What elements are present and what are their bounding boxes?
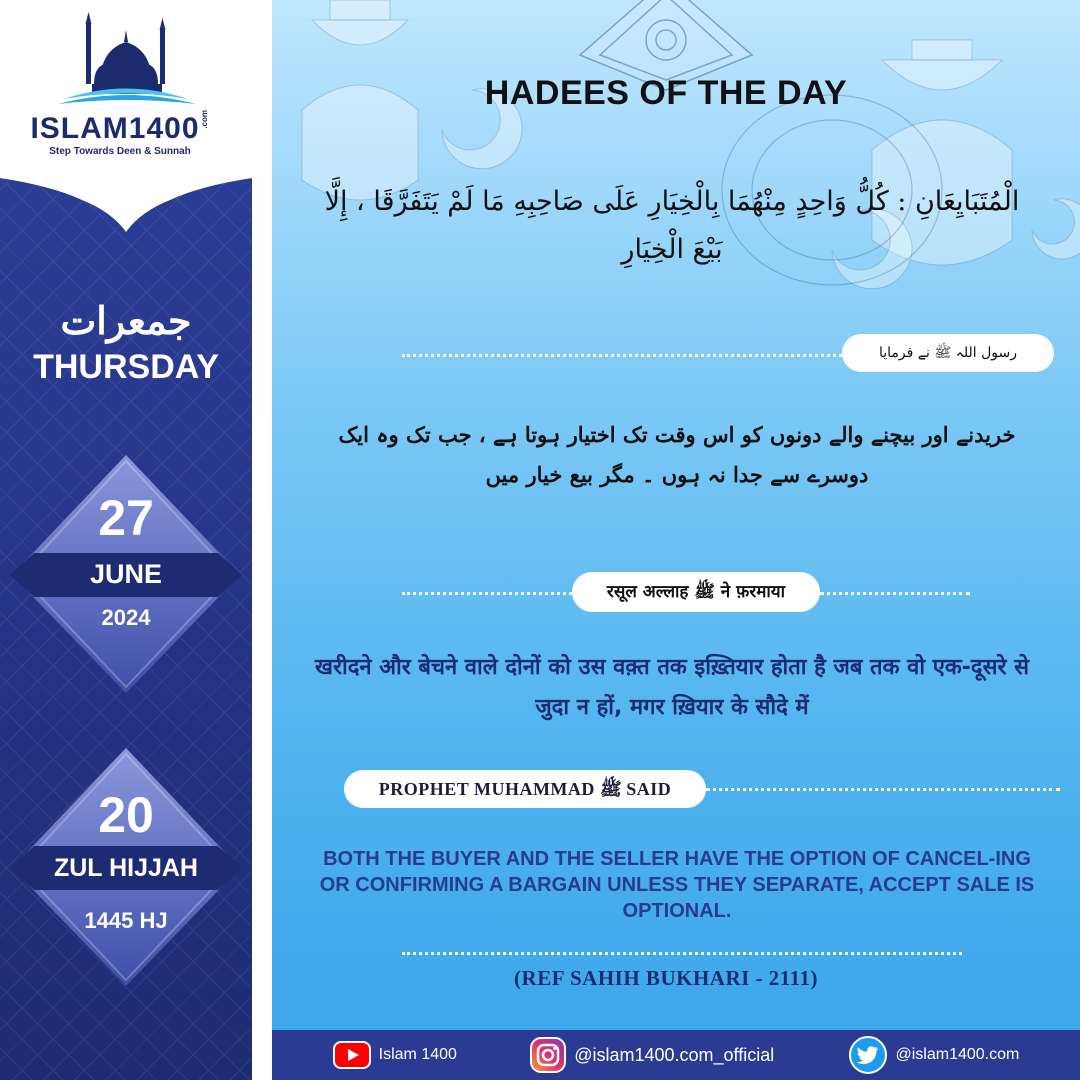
divider-dotted [402, 354, 842, 357]
divider-dotted [820, 592, 970, 595]
youtube-icon [333, 1041, 371, 1069]
sidebar-edge [252, 0, 262, 1080]
hijri-year: 1445 HJ [84, 908, 168, 933]
hadith-arabic: الْمُتَبَايِعَانِ : كُلُّ وَاحِدٍ مِنْهُمَا بِالْخِيَارِ عَلَى صَاحِبِهِ مَا لَمْ يَتَفَرَّقَا ، إِلَّا بَيْعَ الْخِيَارِ [324, 186, 1020, 265]
english-label-pill: PROPHET MUHAMMAD ﷺ SAID [344, 770, 706, 808]
instagram-icon [530, 1037, 566, 1073]
gregorian-year: 2024 [101, 605, 151, 630]
hadith-reference: (REF SAHIH BUKHARI - 2111) [514, 966, 818, 990]
instagram-link[interactable] [530, 1037, 774, 1073]
urdu-label-pill: رسول اللہ ﷺ نے فرمایا [842, 334, 1054, 372]
gregorian-date-badge [0, 455, 252, 695]
twitter-handle: @islam1400.com [895, 1046, 1020, 1063]
weekday-english: THURSDAY [33, 348, 219, 386]
twitter-icon [848, 1035, 888, 1075]
hijri-day: 20 [98, 787, 154, 843]
gregorian-month: JUNE [89, 559, 163, 589]
youtube-handle: Islam 1400 [378, 1046, 457, 1063]
logo-card [0, 0, 252, 230]
hadith-urdu: خریدنے اور بیچنے والے دونوں کو اس وقت تک اختیار ہوتا ہے ، جب تک وہ ایک دوسرے سے جدا نہ ہوں ۔ مگر بیع خیار میں [338, 422, 1016, 487]
page-title: HADEES OF THE DAY [484, 74, 848, 112]
instagram-handle: @islam1400.com_official [574, 1044, 775, 1065]
hijri-month: ZUL HIJJAH [53, 854, 198, 882]
twitter-link[interactable] [848, 1035, 1020, 1075]
hadith-panel [272, 0, 1080, 1080]
hadith-hindi: खरीदने और बेचने वाले दोनों को उस वक़्त तक इख़्तियार होता है जब तक वो एक-दूसरे से जुदा न हों, मगर ख़ियार के सौदे में [315, 655, 1029, 720]
divider-dotted [402, 592, 572, 595]
logo-wordmark: ISLAM1400 [30, 112, 200, 145]
gregorian-day: 27 [98, 490, 154, 546]
hindi-label-pill: रसूल अल्लाह ﷺ ने फ़रमाया [572, 572, 820, 612]
sidebar [0, 0, 262, 1080]
hijri-date-badge [0, 748, 252, 988]
weekday-urdu: جمعرات [60, 298, 192, 343]
hadith-english: BOTH THE BUYER AND THE SELLER HAVE THE OPTION OF CANCEL-ING OR CONFIRMING A BARGAIN UNLESS THEY SEPARATE, ACCEPT SALE IS OPTIONAL. [319, 848, 1035, 922]
divider-dotted [402, 952, 962, 955]
social-footer [272, 1030, 1080, 1080]
logo-domain: .com [200, 110, 209, 129]
divider-dotted [706, 788, 1060, 791]
logo-tagline: Step Towards Deen & Sunnah [49, 146, 191, 157]
youtube-link[interactable] [333, 1041, 457, 1069]
